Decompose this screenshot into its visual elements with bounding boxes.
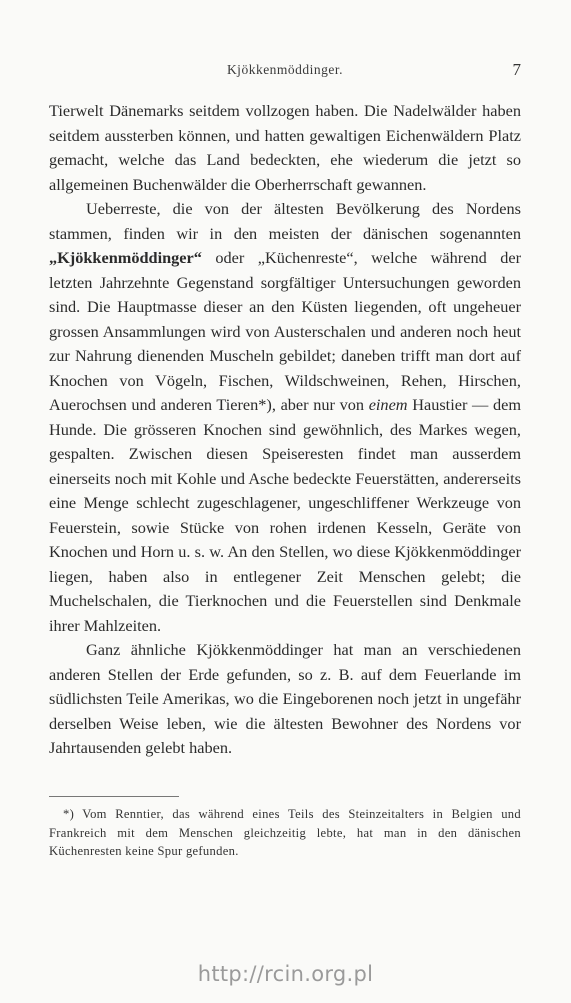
footnote-divider (49, 796, 179, 797)
paragraph-3: Ganz ähnliche Kjökkenmöddinger hat man an verschiedenen anderen Stellen der Erde gefunden, so z. B. auf dem Feuerlande im südlichsten Teile Amerikas, wo die Eingeborenen noch jetzt in ungefähr derselben Weise leben, wie die ältesten Bewohner des Nordens vor Jahrtausenden gelebt haben. (49, 640, 521, 757)
page-header (49, 62, 521, 84)
emphasis-einem: einem (368, 395, 408, 414)
footnote-text: *) Vom Renntier, das während eines Teils des Steinzeitalters in Belgien und Frankreich mit dem Menschen gleichzeitig lebte, hat man in den dänischen Küchenresten keine Spur gefunden. (49, 807, 521, 858)
term-kjokkenmoddinger: „Kjökkenmöddinger“ (49, 248, 202, 267)
footnote (49, 805, 521, 861)
paragraph-1: Tierwelt Dänemarks seitdem vollzogen haben. Die Nadelwälder haben seitdem aussterben können, und hatten gewaltigen Eichenwäldern Platz gemacht, welche das Land bedeckten, ehe wiederum die jetzt so allgemeinen Buchenwälder die Oberherrschaft gewannen. (49, 101, 521, 194)
paragraph-2-part-c: oder „Küchenreste“, welche während der letzten Jahrzehnte Gegenstand sorgfältiger Untersuchungen geworden sind. Die Hauptmasse dieser an den Küsten liegenden, oft ungeheuer grossen Ansammlungen wird von Austerschalen und anderen noch heut zur Nahrung dienenden Muscheln gebildet; daneben trifft man dort auf Knochen von Vögeln, Fischen, Wildschweinen, Rehen, Hirschen, Auerochsen und anderen Tieren*), aber nur von (49, 248, 521, 414)
page-number: 7 (512, 60, 521, 79)
running-title: Kjökkenmöddinger. (226, 62, 344, 77)
paragraph-2-part-a: Ueberreste, die von der ältesten Bevölkerung des Nordens stammen, finden wir in den meisten der dänischen sogenannten (49, 199, 521, 243)
paragraph-2-part-e: Haustier — dem Hunde. Die grösseren Knochen sind gewöhnlich, des Markes wegen, gespalten. Zwischen diesen Speiseresten findet man ausserdem einerseits noch mit Kohle und Asche bedeckte Feuerstätten, andererseits eine Menge schlecht zugeschlagener, ungeschliffener Werkzeuge von Feuerstein, sowie Stücke von rohen irdenen Kesseln, Geräte von Knochen und Horn u. s. w. An den Stellen, wo diese Kjökkenmöddinger liegen, haben also in entlegener Zeit Menschen gelebt; die Muchelschalen, die Tierknochen und die Feuerstellen sind Denkmale ihrer Mahlzeiten. (49, 395, 521, 635)
body-text (49, 99, 521, 761)
watermark-url: http://rcin.org.pl (197, 962, 374, 986)
paragraph-2 (49, 197, 521, 638)
